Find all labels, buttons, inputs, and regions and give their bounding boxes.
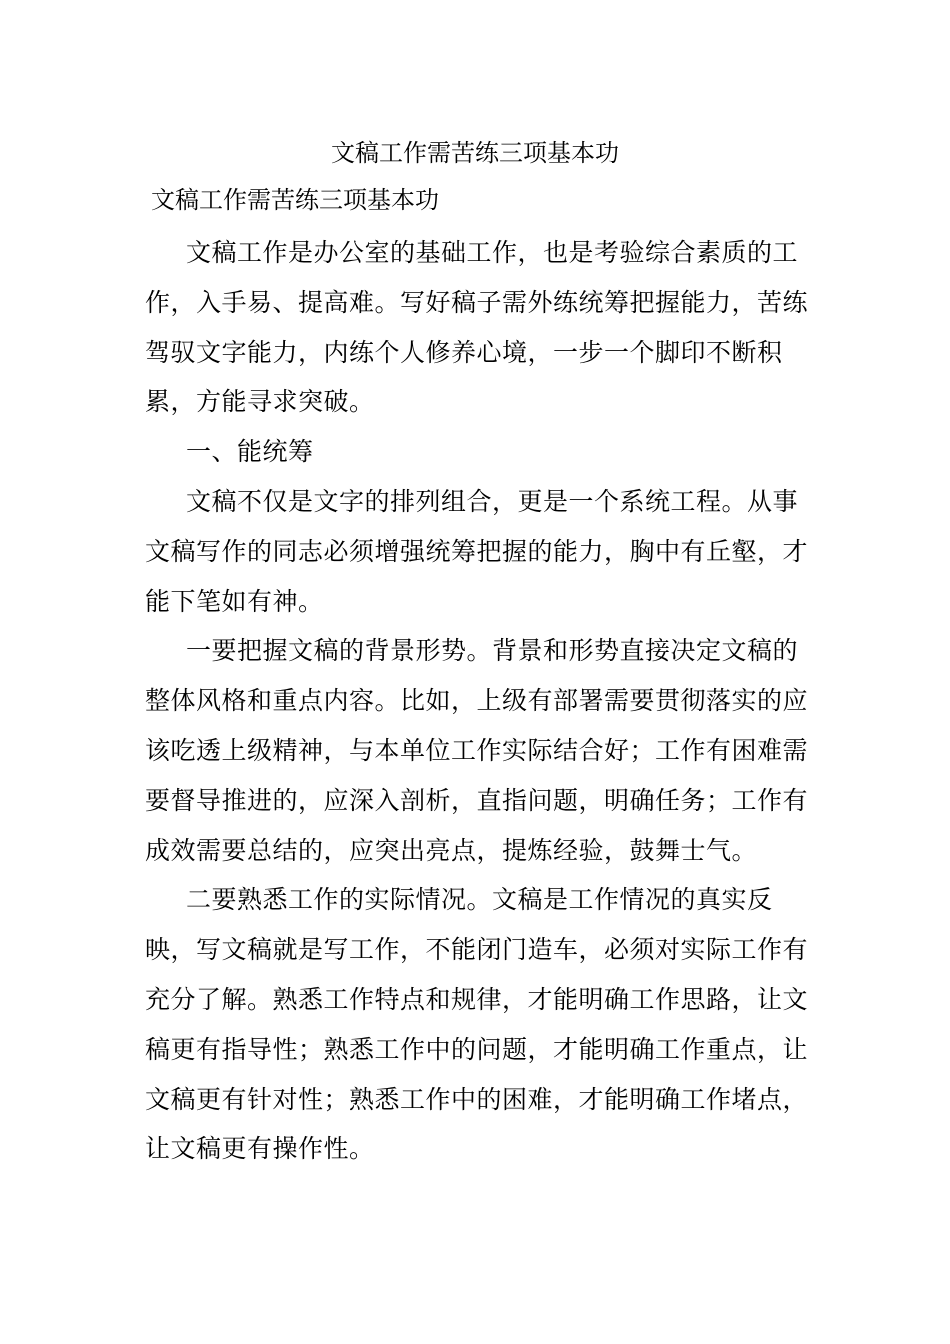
section-heading: 一、能统筹 bbox=[186, 437, 314, 467]
document-title: 文稿工作需苦练三项基本功 bbox=[331, 139, 619, 167]
document-body bbox=[145, 228, 810, 1174]
document-subtitle: 文稿工作需苦练三项基本功 bbox=[151, 186, 439, 214]
section-intro-paragraph: 文稿不仅是文字的排列组合，更是一个系统工程。从事文稿写作的同志必须增强统筹把握的能力，胸中有丘壑，才能下笔如有神。 bbox=[145, 486, 809, 616]
point-two-paragraph: 二要熟悉工作的实际情况。文稿是工作情况的真实反映，写文稿就是写工作，不能闭门造车，必须对实际工作有充分了解。熟悉工作特点和规律，才能明确工作思路，让文稿更有指导性；熟悉工作中的问题，才能明确工作重点，让文稿更有针对性；熟悉工作中的困难，才能明确工作堵点，让文稿更有操作性。 bbox=[145, 885, 809, 1164]
intro-paragraph: 文稿工作是办公室的基础工作，也是考验综合素质的工作，入手易、提高难。写好稿子需外练统筹把握能力，苦练驾驭文字能力，内练个人修养心境，一步一个脚印不断积累，方能寻求突破。 bbox=[145, 238, 809, 417]
point-one-paragraph: 一要把握文稿的背景形势。背景和形势直接决定文稿的整体风格和重点内容。比如，上级有部署需要贯彻落实的应该吃透上级精神，与本单位工作实际结合好；工作有困难需要督导推进的，应深入剖析，直指问题，明确任务；工作有成效需要总结的，应突出亮点，提炼经验，鼓舞士气。 bbox=[145, 636, 809, 865]
